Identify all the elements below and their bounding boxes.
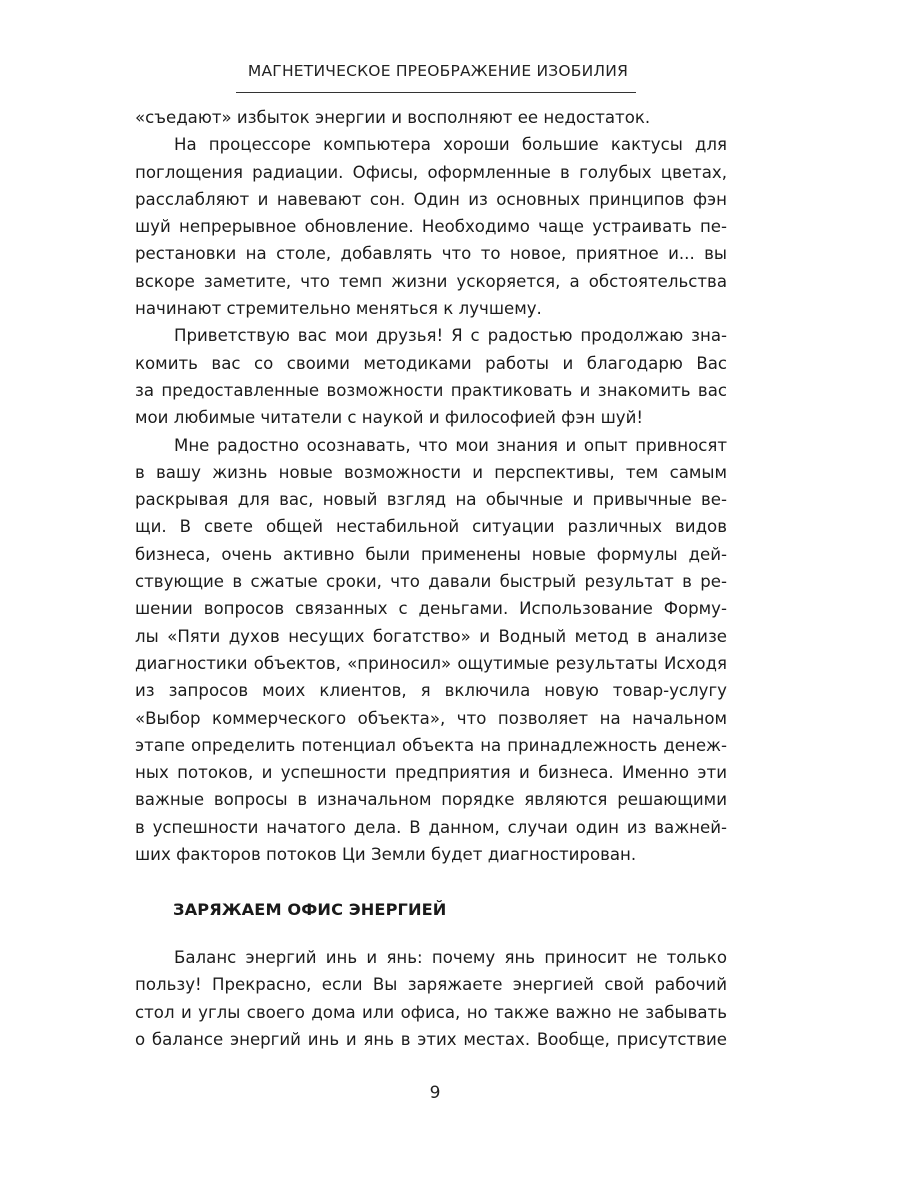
- text-line: за предоставленные возможности практиковать и знакомить вас: [135, 380, 727, 400]
- text-line: важные вопросы в изначальном порядке являются решающими: [135, 790, 727, 810]
- text-line: в вашу жизнь новые возможности и перспективы, тем самым: [135, 462, 727, 482]
- section-heading: ЗАРЯЖАЕМ ОФИС ЭНЕРГИЕЙ: [173, 900, 447, 919]
- text-line: мои любимые читатели с наукой и философией фэн шуй!: [135, 408, 644, 428]
- text-line: о балансе энергий инь и янь в этих местах. Вообще, присутствие: [135, 1029, 727, 1049]
- text-line: из запросов моих клиентов, я включила новую товар-услугу: [135, 681, 727, 701]
- text-line: Мне радостно осознавать, что мои знания и опыт привносят: [174, 435, 727, 455]
- text-line: шуй непрерывное обновление. Необходимо чаще устраивать пе-: [135, 217, 727, 237]
- text-line: ных потоков, и успешности предприятия и бизнеса. Именно эти: [135, 763, 727, 783]
- paragraph-continuation: [135, 104, 727, 131]
- text-line: ствующие в сжатые сроки, что давали быстрый результат в ре-: [135, 572, 727, 592]
- text-line: стол и углы своего дома или офиса, но также важно не забывать: [135, 1002, 727, 1022]
- paragraph-knowledge: [135, 432, 727, 869]
- text-line: расслабляют и навевают сон. Один из основных принципов фэн: [135, 189, 727, 209]
- text-line: «Выбор коммерческого объекта», что позволяет на начальном: [135, 708, 727, 728]
- text-line: диагностики объектов, «приносил» ощутимые результаты Исходя: [135, 653, 727, 673]
- main-text: [135, 104, 727, 868]
- text-line: На процессоре компьютера хороши большие кактусы для: [174, 135, 727, 155]
- text-line: щи. В свете общей нестабильной ситуации различных видов: [135, 517, 727, 537]
- running-head: МАГНЕТИЧЕСКОЕ ПРЕОБРАЖЕНИЕ ИЗОБИЛИЯ: [247, 62, 629, 80]
- text-line: Баланс энергий инь и янь: почему янь приносит не только: [174, 948, 727, 967]
- text-line: лы «Пяти духов несущих богатство» и Водный метод в анализе: [135, 626, 727, 646]
- text-line: пользу! Прекрасно, если Вы заряжаете энергией свой рабочий: [135, 975, 727, 995]
- text-line: вскоре заметите, что темп жизни ускоряется, а обстоятельства: [135, 271, 727, 291]
- paragraph-cacti: [135, 131, 727, 322]
- text-line: рестановки на столе, добавлять что то новое, приятное и... вы: [135, 244, 727, 264]
- text-line: поглощения радиации. Офисы, оформленные в голубых цветах,: [135, 162, 727, 182]
- text-line: раскрывая для вас, новый взгляд на обычные и привычные ве-: [135, 490, 727, 510]
- text-line: начинают стремительно меняться к лучшему.: [135, 299, 542, 319]
- text-line: ших факторов потоков Ци Земли будет диагностирован.: [135, 845, 637, 865]
- text-line: бизнеса, очень активно были применены новые формулы дей-: [135, 544, 727, 564]
- text-line: «съедают» избыток энергии и восполняют ее недостаток.: [135, 108, 651, 127]
- text-line: Приветствую вас мои друзья! Я с радостью продолжаю зна-: [174, 326, 727, 346]
- section-text: [135, 944, 727, 1053]
- text-line: этапе определить потенциал объекта на принадлежность денеж-: [135, 735, 727, 755]
- text-line: комить вас со своими методиками работы и благодарю Вас: [135, 353, 727, 373]
- header-rule: [236, 92, 636, 93]
- page-number: 9: [429, 1083, 441, 1103]
- text-line: в успешности начатого дела. В данном, случаи один из важней-: [135, 817, 727, 837]
- paragraph-greeting: [135, 322, 727, 431]
- text-line: шении вопросов связанных с деньгами. Использование Форму-: [135, 599, 727, 619]
